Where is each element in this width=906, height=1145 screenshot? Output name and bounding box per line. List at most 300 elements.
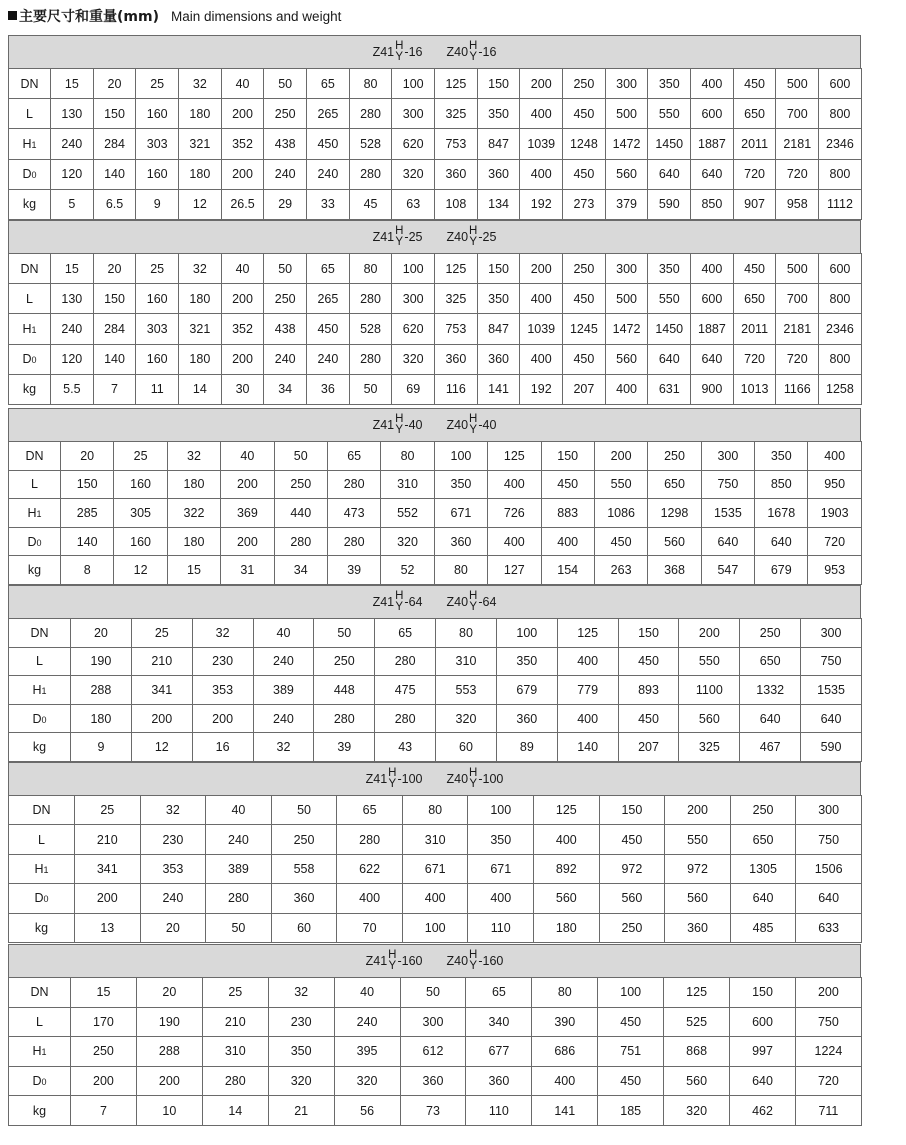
table-cell: 200 [221,159,264,189]
table-cell: 450 [563,344,606,374]
table-cell: 9 [71,733,132,762]
table-cell: 475 [375,676,436,705]
table-cell: 240 [264,159,307,189]
table-cell: 1112 [819,189,862,219]
table-cell: 686 [532,1037,598,1067]
table-cell: 150 [477,254,520,284]
table-block [8,35,861,220]
table-cell: 13 [75,913,141,942]
table-cell: 207 [563,374,606,404]
table-cell: 12 [114,556,167,585]
table-cell: 1248 [563,129,606,159]
row-label [9,189,51,219]
model-designation [447,768,504,790]
table-cell: 56 [334,1096,400,1126]
table-cell: 590 [801,733,862,762]
table-cell: 240 [51,129,94,159]
model-header [8,762,861,795]
row-label [9,129,51,159]
row-label-text: L [26,106,33,121]
table-cell: 1166 [776,374,819,404]
table-cell: 40 [221,254,264,284]
table-cell: 21 [268,1096,334,1126]
table-cell: 52 [381,556,434,585]
model-header [8,220,861,253]
table-cell: 125 [664,978,730,1008]
table-cell: 210 [131,647,192,676]
seal-code-stack [395,226,403,248]
seal-code-top: H [395,225,404,237]
table-cell: 395 [334,1037,400,1067]
row-label [9,159,51,189]
table-cell: 240 [334,1007,400,1037]
table-cell: 612 [400,1037,466,1067]
table-block [8,944,861,1126]
table-cell: 250 [599,913,665,942]
table-cell: 379 [605,189,648,219]
table-cell: 39 [327,556,380,585]
table-cell: 240 [307,159,350,189]
row-label-text: kg [22,382,37,397]
table-cell: 400 [520,99,563,129]
table-cell: 280 [327,470,380,499]
table-cell: 350 [434,470,487,499]
table-cell: 1332 [740,676,801,705]
row-label-text: H [32,1044,42,1059]
table-cell: 200 [795,978,861,1008]
table-cell: 11 [136,374,179,404]
table-row [9,1066,862,1096]
table-cell: 500 [776,254,819,284]
table-cell: 847 [477,129,520,159]
table-cell: 200 [71,1066,137,1096]
table-cell: 50 [349,374,392,404]
row-label-text: DN [20,261,39,276]
table-cell: 180 [71,704,132,733]
seal-code-bottom: Y [469,601,478,613]
row-label-text: H [32,682,42,697]
table-cell: 12 [179,189,222,219]
table-cell: 120 [51,159,94,189]
table-cell: 280 [349,284,392,314]
table-cell: 100 [598,978,664,1008]
table-cell: 280 [337,825,403,854]
table-cell: 450 [618,647,679,676]
row-label-text: L [36,1014,43,1029]
table-cell: 450 [598,1007,664,1037]
table-cell: 200 [221,527,274,556]
table-cell: 450 [563,99,606,129]
table-cell: 320 [392,159,435,189]
table-cell: 280 [327,527,380,556]
table-cell: 80 [532,978,598,1008]
table-cell: 160 [114,527,167,556]
table-cell: 2011 [733,314,776,344]
table-cell: 883 [541,499,594,528]
table-cell: 200 [520,69,563,99]
table-cell: 560 [648,527,701,556]
table-cell: 230 [140,825,206,854]
table-cell: 322 [167,499,220,528]
table-row [9,527,862,556]
table-cell: 141 [477,374,520,404]
row-label [9,1066,71,1096]
model-prefix: Z40 [446,772,469,786]
table-cell: 40 [221,442,274,471]
table-cell: 360 [496,704,557,733]
table-cell: 650 [730,825,796,854]
table-block [8,762,861,943]
table-cell: 32 [140,796,206,825]
table-cell: 300 [400,1007,466,1037]
row-label [9,254,51,284]
table-cell: 450 [618,704,679,733]
table-cell: 450 [563,159,606,189]
seal-code-top: H [395,40,404,52]
table-cell: 400 [808,442,861,471]
table-cell: 310 [202,1037,268,1067]
row-label-subscript: 0 [41,714,47,725]
row-label [9,314,51,344]
seal-code-stack [395,414,403,436]
table-cell: 25 [75,796,141,825]
table-cell: 720 [776,159,819,189]
model-prefix: Z40 [446,954,469,968]
table-cell: 36 [307,374,350,404]
row-label [9,676,71,705]
table-cell: 389 [206,854,272,883]
table-cell: 100 [468,796,534,825]
table-cell: 130 [51,99,94,129]
table-cell: 893 [618,676,679,705]
table-cell: 600 [691,284,734,314]
seal-code-top: H [388,767,397,779]
table-cell: 200 [679,619,740,648]
table-cell: 150 [730,978,796,1008]
table-cell: 1100 [679,676,740,705]
table-cell: 40 [206,796,272,825]
row-label [9,1096,71,1126]
table-row [9,499,862,528]
table-cell: 600 [819,69,862,99]
table-cell: 80 [436,619,497,648]
table-cell: 650 [733,99,776,129]
heading-en: Main dimensions and weight [170,9,342,24]
table-cell: 15 [71,978,137,1008]
seal-code-bottom: Y [469,236,478,248]
dimension-table [8,618,862,762]
table-cell: 250 [271,825,337,854]
table-cell: 753 [435,314,478,344]
table-cell: 80 [381,442,434,471]
model-header [8,585,861,618]
table-cell: 32 [167,442,220,471]
table-cell: 70 [337,913,403,942]
table-cell: 558 [271,854,337,883]
table-cell: 300 [701,442,754,471]
table-cell: 341 [75,854,141,883]
table-cell: 907 [733,189,776,219]
table-row [9,1096,862,1126]
table-cell: 6.5 [93,189,136,219]
seal-code-top: H [469,590,478,602]
dimension-table [8,795,862,943]
table-cell: 997 [730,1037,796,1067]
row-label-subscript: 0 [41,1077,47,1088]
row-label-text: DN [20,76,39,91]
table-cell: 350 [755,442,808,471]
table-cell: 450 [598,1066,664,1096]
table-cell: 360 [477,159,520,189]
row-label-subscript: 1 [36,508,42,519]
model-prefix: Z40 [446,230,469,244]
table-block [8,408,861,585]
row-label [9,825,75,854]
table-cell: 892 [534,854,600,883]
table-cell: 150 [618,619,679,648]
table-cell: 100 [434,442,487,471]
table-cell: 273 [563,189,606,219]
table-cell: 868 [664,1037,730,1067]
row-label [9,1037,71,1067]
table-cell: 154 [541,556,594,585]
table-cell: 500 [776,69,819,99]
table-cell: 284 [93,314,136,344]
table-cell: 679 [755,556,808,585]
table-cell: 180 [179,284,222,314]
table-cell: 7 [93,374,136,404]
table-cell: 1298 [648,499,701,528]
table-cell: 390 [532,1007,598,1037]
table-cell: 360 [435,344,478,374]
table-cell: 65 [307,254,350,284]
table-cell: 640 [755,527,808,556]
table-cell: 140 [93,159,136,189]
table-cell: 265 [307,284,350,314]
table-cell: 500 [605,99,648,129]
table-cell: 250 [648,442,701,471]
table-cell: 2181 [776,129,819,159]
table-cell: 250 [740,619,801,648]
table-cell: 671 [434,499,487,528]
row-label [9,978,71,1008]
row-label-text: H [27,505,37,520]
table-cell: 320 [268,1066,334,1096]
table-cell: 750 [796,825,862,854]
table-cell: 650 [740,647,801,676]
table-cell: 250 [314,647,375,676]
table-cell: 473 [327,499,380,528]
row-label [9,344,51,374]
table-cell: 1903 [808,499,861,528]
table-cell: 25 [136,69,179,99]
table-row [9,470,862,499]
table-cell: 972 [599,854,665,883]
table-cell: 263 [594,556,647,585]
model-designation [373,414,423,436]
table-cell: 285 [61,499,114,528]
table-cell: 726 [488,499,541,528]
table-cell: 5 [51,189,94,219]
table-cell: 972 [665,854,731,883]
table-cell: 89 [496,733,557,762]
row-label-subscript: 1 [41,685,47,696]
table-cell: 240 [253,704,314,733]
table-cell: 40 [334,978,400,1008]
table-cell: 467 [740,733,801,762]
table-cell: 1258 [819,374,862,404]
table-cell: 953 [808,556,861,585]
table-cell: 280 [206,884,272,913]
table-cell: 190 [136,1007,202,1037]
table-cell: 325 [435,99,478,129]
table-cell: 360 [665,913,731,942]
table-cell: 450 [307,314,350,344]
table-cell: 450 [541,470,594,499]
table-cell: 130 [51,284,94,314]
seal-code-top: H [469,413,478,425]
seal-code-bottom: Y [395,601,404,613]
table-cell: 560 [665,884,731,913]
table-cell: 1039 [520,314,563,344]
table-cell: 750 [795,1007,861,1037]
table-cell: 1887 [691,314,734,344]
table-cell: 200 [520,254,563,284]
table-cell: 750 [701,470,754,499]
seal-code-bottom: Y [469,51,478,63]
table-cell: 640 [691,159,734,189]
row-label-text: kg [22,197,37,212]
table-cell: 29 [264,189,307,219]
model-prefix: Z40 [446,418,469,432]
table-cell: 350 [648,69,691,99]
model-header [8,408,861,441]
table-cell: 180 [167,470,220,499]
table-cell: 192 [520,374,563,404]
table-cell: 650 [648,470,701,499]
table-cell: 900 [691,374,734,404]
table-cell: 280 [349,344,392,374]
table-cell: 368 [648,556,701,585]
table-cell: 50 [400,978,466,1008]
table-cell: 150 [477,69,520,99]
model-designation [447,591,497,613]
table-cell: 1535 [801,676,862,705]
table-cell: 700 [776,284,819,314]
table-cell: 448 [314,676,375,705]
table-cell: 677 [466,1037,532,1067]
table-cell: 200 [221,344,264,374]
table-cell: 20 [71,619,132,648]
table-cell: 210 [202,1007,268,1037]
table-cell: 310 [436,647,497,676]
table-cell: 10 [136,1096,202,1126]
table-cell: 303 [136,129,179,159]
table-cell: 800 [819,159,862,189]
seal-code-top: H [469,40,478,52]
table-cell: 140 [93,344,136,374]
table-cell: 720 [776,344,819,374]
square-bullet-icon [8,11,17,20]
table-cell: 240 [206,825,272,854]
row-label-text: D [32,1074,42,1089]
row-label-text: L [36,654,43,669]
model-designation [373,41,423,63]
table-cell: 200 [221,99,264,129]
table-cell: 550 [679,647,740,676]
table-cell: 640 [740,704,801,733]
table-cell: 265 [307,99,350,129]
row-label-text: D [34,891,44,906]
table-cell: 553 [436,676,497,705]
table-cell: 320 [664,1096,730,1126]
row-label-subscript: 0 [36,537,42,548]
model-designation [447,226,497,248]
table-cell: 779 [557,676,618,705]
table-cell: 400 [488,527,541,556]
table-cell: 12 [131,733,192,762]
table-cell: 108 [435,189,478,219]
row-label [9,704,71,733]
table-cell: 369 [221,499,274,528]
table-cell: 60 [436,733,497,762]
table-row [9,619,862,648]
table-cell: 210 [75,825,141,854]
seal-code-stack [469,414,477,436]
table-cell: 552 [381,499,434,528]
model-designation [447,414,497,436]
table-cell: 150 [93,284,136,314]
table-cell: 310 [402,825,468,854]
model-prefix: Z41 [365,772,388,786]
table-row [9,374,862,404]
table-cell: 280 [202,1066,268,1096]
table-cell: 320 [392,344,435,374]
table-cell: 303 [136,314,179,344]
table-cell: 550 [665,825,731,854]
table-cell: 240 [253,647,314,676]
table-row [9,442,862,471]
table-cell: 160 [136,99,179,129]
table-cell: 1245 [563,314,606,344]
table-cell: 240 [140,884,206,913]
table-cell: 300 [796,796,862,825]
table-cell: 640 [648,344,691,374]
table-cell: 389 [253,676,314,705]
table-cell: 847 [477,314,520,344]
pressure-suffix: -100 [478,772,504,786]
table-cell: 958 [776,189,819,219]
pressure-suffix: -16 [478,45,497,59]
table-cell: 160 [136,159,179,189]
dimension-table [8,977,862,1126]
table-cell: 32 [253,733,314,762]
table-cell: 125 [435,69,478,99]
table-cell: 45 [349,189,392,219]
table-cell: 63 [392,189,435,219]
table-cell: 100 [392,69,435,99]
table-cell: 1450 [648,129,691,159]
table-cell: 622 [337,854,403,883]
table-cell: 1506 [796,854,862,883]
table-cell: 180 [179,159,222,189]
row-label-text: D [32,711,42,726]
table-cell: 284 [93,129,136,159]
table-cell: 20 [136,978,202,1008]
table-cell: 2346 [819,314,862,344]
table-cell: 300 [605,254,648,284]
seal-code-stack [469,950,477,972]
